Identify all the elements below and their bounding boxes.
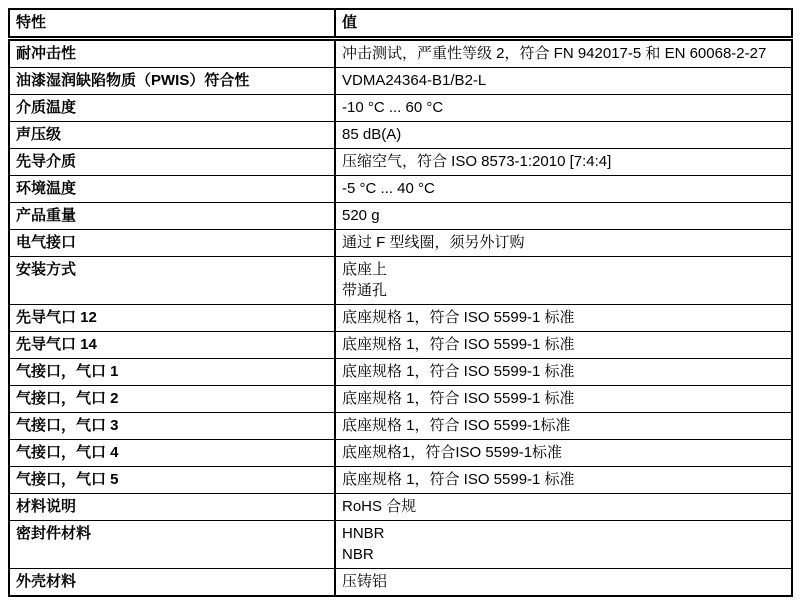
table-row <box>9 149 792 176</box>
table-row <box>9 122 792 149</box>
feature-cell: 材料说明 <box>9 494 335 521</box>
value-line: 底座规格 1，符合 ISO 5599-1 标准 <box>342 309 575 326</box>
value-line: VDMA24364-B1/B2-L <box>342 72 487 89</box>
value-line: HNBR <box>342 525 385 542</box>
value-line: 底座规格 1，符合 ISO 5599-1 标准 <box>342 390 575 407</box>
feature-cell: 气接口，气口 2 <box>9 386 335 413</box>
value-cell <box>335 332 792 359</box>
table-row <box>9 359 792 386</box>
feature-cell: 气接口，气口 4 <box>9 440 335 467</box>
feature-cell: 声压级 <box>9 122 335 149</box>
feature-cell: 耐冲击性 <box>9 39 335 68</box>
value-line: 压铸铝 <box>342 573 388 590</box>
value-cell <box>335 230 792 257</box>
value-cell <box>335 359 792 386</box>
value-cell <box>335 305 792 332</box>
header-value-cell: 值 <box>335 9 792 39</box>
table-row <box>9 440 792 467</box>
value-line: 带通孔 <box>342 282 388 299</box>
value-line: -5 °C ... 40 °C <box>342 180 435 197</box>
value-line: 底座上 <box>342 261 388 278</box>
table-row <box>9 305 792 332</box>
table-row <box>9 569 792 597</box>
feature-cell: 气接口，气口 3 <box>9 413 335 440</box>
value-line: 底座规格 1，符合 ISO 5599-1 标准 <box>342 471 575 488</box>
table-row <box>9 467 792 494</box>
value-line: NBR <box>342 546 374 563</box>
table-row <box>9 257 792 305</box>
feature-cell: 先导气口 14 <box>9 332 335 359</box>
feature-cell: 介质温度 <box>9 95 335 122</box>
table-body <box>9 39 792 597</box>
table-row <box>9 68 792 95</box>
value-line: 520 g <box>342 207 380 224</box>
value-cell <box>335 386 792 413</box>
value-cell <box>335 203 792 230</box>
feature-cell: 油漆湿润缺陷物质（PWIS）符合性 <box>9 68 335 95</box>
value-cell <box>335 149 792 176</box>
header-row <box>9 9 792 39</box>
value-line: 底座规格1，符合ISO 5599-1标准 <box>342 444 563 461</box>
feature-cell: 电气接口 <box>9 230 335 257</box>
value-cell <box>335 521 792 569</box>
value-line: 底座规格 1，符合 ISO 5599-1标准 <box>342 417 571 434</box>
table-row <box>9 521 792 569</box>
value-cell <box>335 176 792 203</box>
table-row <box>9 39 792 68</box>
feature-cell: 外壳材料 <box>9 569 335 597</box>
value-cell <box>335 95 792 122</box>
value-line: 通过 F 型线圈，须另外订购 <box>342 234 525 251</box>
specifications-table <box>8 8 793 597</box>
value-cell <box>335 68 792 95</box>
table-row <box>9 494 792 521</box>
value-cell <box>335 122 792 149</box>
feature-cell: 气接口，气口 5 <box>9 467 335 494</box>
value-cell <box>335 494 792 521</box>
table-row <box>9 413 792 440</box>
feature-cell: 产品重量 <box>9 203 335 230</box>
value-cell <box>335 413 792 440</box>
table-row <box>9 95 792 122</box>
table-row <box>9 176 792 203</box>
feature-cell: 先导气口 12 <box>9 305 335 332</box>
value-cell <box>335 569 792 597</box>
value-line: 底座规格 1，符合 ISO 5599-1 标准 <box>342 336 575 353</box>
value-cell <box>335 39 792 68</box>
header-feature-cell: 特性 <box>9 9 335 39</box>
table-row <box>9 230 792 257</box>
table-row <box>9 203 792 230</box>
feature-cell: 密封件材料 <box>9 521 335 569</box>
value-line: 85 dB(A) <box>342 126 402 143</box>
table-row <box>9 332 792 359</box>
feature-cell: 环境温度 <box>9 176 335 203</box>
value-line: 冲击测试，严重性等级 2，符合 FN 942017-5 和 EN 60068-2-27 <box>342 45 767 62</box>
value-cell <box>335 440 792 467</box>
value-line: RoHS 合规 <box>342 498 417 515</box>
value-cell <box>335 467 792 494</box>
value-line: 底座规格 1，符合 ISO 5599-1 标准 <box>342 363 575 380</box>
value-line: 压缩空气，符合 ISO 8573-1:2010 [7:4:4] <box>342 153 612 170</box>
value-cell <box>335 257 792 305</box>
feature-cell: 安装方式 <box>9 257 335 305</box>
value-line: -10 °C ... 60 °C <box>342 99 444 116</box>
table-row <box>9 386 792 413</box>
feature-cell: 气接口，气口 1 <box>9 359 335 386</box>
feature-cell: 先导介质 <box>9 149 335 176</box>
